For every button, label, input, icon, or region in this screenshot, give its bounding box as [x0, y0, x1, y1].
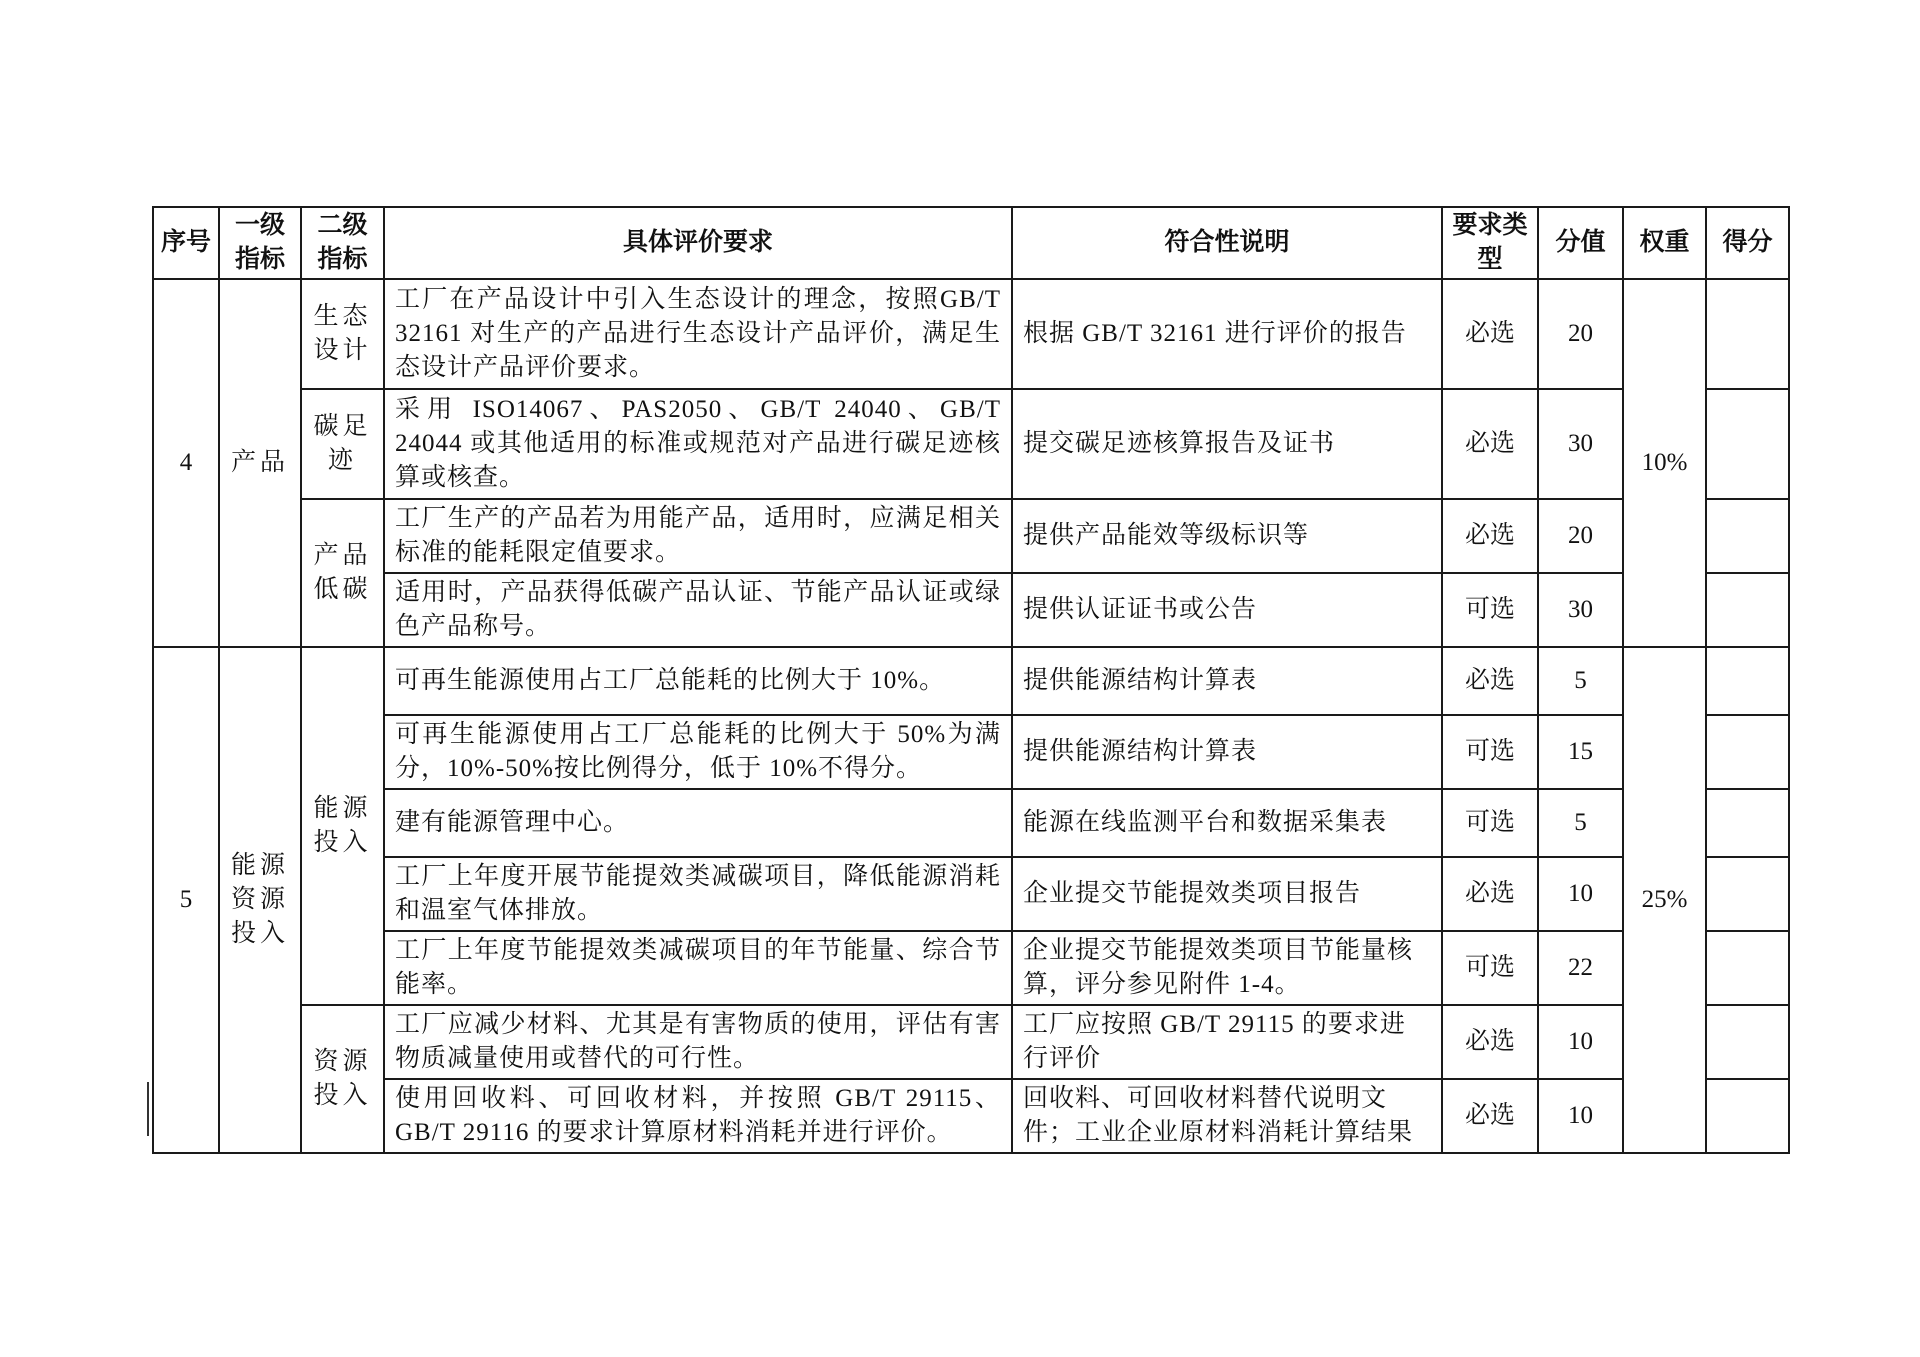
score-cell: 30 [1538, 389, 1623, 499]
header-type: 要求类型 [1442, 207, 1538, 279]
requirement-cell: 可再生能源使用占工厂总能耗的比例大于 10%。 [384, 647, 1012, 715]
score-cell: 22 [1538, 931, 1623, 1005]
requirement-cell: 可再生能源使用占工厂总能耗的比例大于 50%为满分，10%-50%按比例得分，低于 10%不得分。 [384, 715, 1012, 789]
result-cell[interactable] [1706, 647, 1789, 715]
requirement-cell: 采用 ISO14067、PAS2050、GB/T 24040、GB/T 24044 或其他适用的标准或规范对产品进行碳足迹核算或核查。 [384, 389, 1012, 499]
weight-cell: 25% [1623, 647, 1706, 1153]
result-cell[interactable] [1706, 499, 1789, 573]
type-cell: 可选 [1442, 931, 1538, 1005]
table-row [153, 857, 1789, 931]
table-row [153, 279, 1789, 389]
type-cell: 必选 [1442, 499, 1538, 573]
table-row [153, 647, 1789, 715]
score-cell: 15 [1538, 715, 1623, 789]
level2-cell: 产品低碳 [301, 499, 384, 647]
requirement-cell: 工厂生产的产品若为用能产品，适用时，应满足相关标准的能耗限定值要求。 [384, 499, 1012, 573]
table-row [153, 389, 1789, 499]
margin-bar [147, 1082, 149, 1136]
type-cell: 必选 [1442, 1079, 1538, 1153]
conformity-cell: 能源在线监测平台和数据采集表 [1012, 789, 1442, 857]
table-row [153, 931, 1789, 1005]
result-cell[interactable] [1706, 389, 1789, 499]
table-row [153, 1079, 1789, 1153]
conformity-cell: 提供能源结构计算表 [1012, 647, 1442, 715]
requirement-cell: 使用回收料、可回收材料，并按照 GB/T 29115、GB/T 29116 的要求计算原材料消耗并进行评价。 [384, 1079, 1012, 1153]
level1-cell: 产品 [219, 279, 301, 647]
score-cell: 20 [1538, 499, 1623, 573]
header-score: 分值 [1538, 207, 1623, 279]
requirement-cell: 建有能源管理中心。 [384, 789, 1012, 857]
seq-cell: 4 [153, 279, 219, 647]
score-cell: 10 [1538, 1005, 1623, 1079]
conformity-cell: 回收料、可回收材料替代说明文件；工业企业原材料消耗计算结果 [1012, 1079, 1442, 1153]
conformity-cell: 企业提交节能提效类项目节能量核算，评分参见附件 1-4。 [1012, 931, 1442, 1005]
score-cell: 10 [1538, 1079, 1623, 1153]
result-cell[interactable] [1706, 573, 1789, 647]
table-row [153, 715, 1789, 789]
score-cell: 10 [1538, 857, 1623, 931]
seq-cell: 5 [153, 647, 219, 1153]
score-cell: 5 [1538, 647, 1623, 715]
table-row [153, 573, 1789, 647]
result-cell[interactable] [1706, 857, 1789, 931]
requirement-cell: 工厂应减少材料、尤其是有害物质的使用，评估有害物质减量使用或替代的可行性。 [384, 1005, 1012, 1079]
result-cell[interactable] [1706, 715, 1789, 789]
result-cell[interactable] [1706, 1005, 1789, 1079]
score-cell: 5 [1538, 789, 1623, 857]
requirement-cell: 适用时，产品获得低碳产品认证、节能产品认证或绿色产品称号。 [384, 573, 1012, 647]
table-row [153, 499, 1789, 573]
level2-cell: 碳足迹 [301, 389, 384, 499]
conformity-cell: 提供产品能效等级标识等 [1012, 499, 1442, 573]
type-cell: 可选 [1442, 715, 1538, 789]
type-cell: 可选 [1442, 573, 1538, 647]
result-cell[interactable] [1706, 789, 1789, 857]
score-cell: 30 [1538, 573, 1623, 647]
level2-cell: 资源投入 [301, 1005, 384, 1153]
conformity-cell: 根据 GB/T 32161 进行评价的报告 [1012, 279, 1442, 389]
table-row [153, 1005, 1789, 1079]
level2-cell: 生态设计 [301, 279, 384, 389]
header-seq: 序号 [153, 207, 219, 279]
type-cell: 必选 [1442, 389, 1538, 499]
requirement-cell: 工厂上年度开展节能提效类减碳项目，降低能源消耗和温室气体排放。 [384, 857, 1012, 931]
header-level2: 二级指标 [301, 207, 384, 279]
header-row [153, 207, 1789, 279]
requirement-cell: 工厂上年度节能提效类减碳项目的年节能量、综合节能率。 [384, 931, 1012, 1005]
conformity-cell: 工厂应按照 GB/T 29115 的要求进行评价 [1012, 1005, 1442, 1079]
header-weight: 权重 [1623, 207, 1706, 279]
result-cell[interactable] [1706, 279, 1789, 389]
type-cell: 必选 [1442, 647, 1538, 715]
score-cell: 20 [1538, 279, 1623, 389]
header-conformity: 符合性说明 [1012, 207, 1442, 279]
header-requirement: 具体评价要求 [384, 207, 1012, 279]
result-cell[interactable] [1706, 931, 1789, 1005]
table-row [153, 789, 1789, 857]
conformity-cell: 提交碳足迹核算报告及证书 [1012, 389, 1442, 499]
header-level1: 一级指标 [219, 207, 301, 279]
evaluation-table [152, 206, 1790, 1154]
conformity-cell: 企业提交节能提效类项目报告 [1012, 857, 1442, 931]
header-result: 得分 [1706, 207, 1789, 279]
type-cell: 可选 [1442, 789, 1538, 857]
type-cell: 必选 [1442, 279, 1538, 389]
type-cell: 必选 [1442, 857, 1538, 931]
level2-cell: 能源投入 [301, 647, 384, 1005]
weight-cell: 10% [1623, 279, 1706, 647]
level1-cell: 能源资源投入 [219, 647, 301, 1153]
requirement-cell: 工厂在产品设计中引入生态设计的理念，按照GB/T 32161 对生产的产品进行生态设计产品评价，满足生态设计产品评价要求。 [384, 279, 1012, 389]
result-cell[interactable] [1706, 1079, 1789, 1153]
type-cell: 必选 [1442, 1005, 1538, 1079]
conformity-cell: 提供能源结构计算表 [1012, 715, 1442, 789]
conformity-cell: 提供认证证书或公告 [1012, 573, 1442, 647]
